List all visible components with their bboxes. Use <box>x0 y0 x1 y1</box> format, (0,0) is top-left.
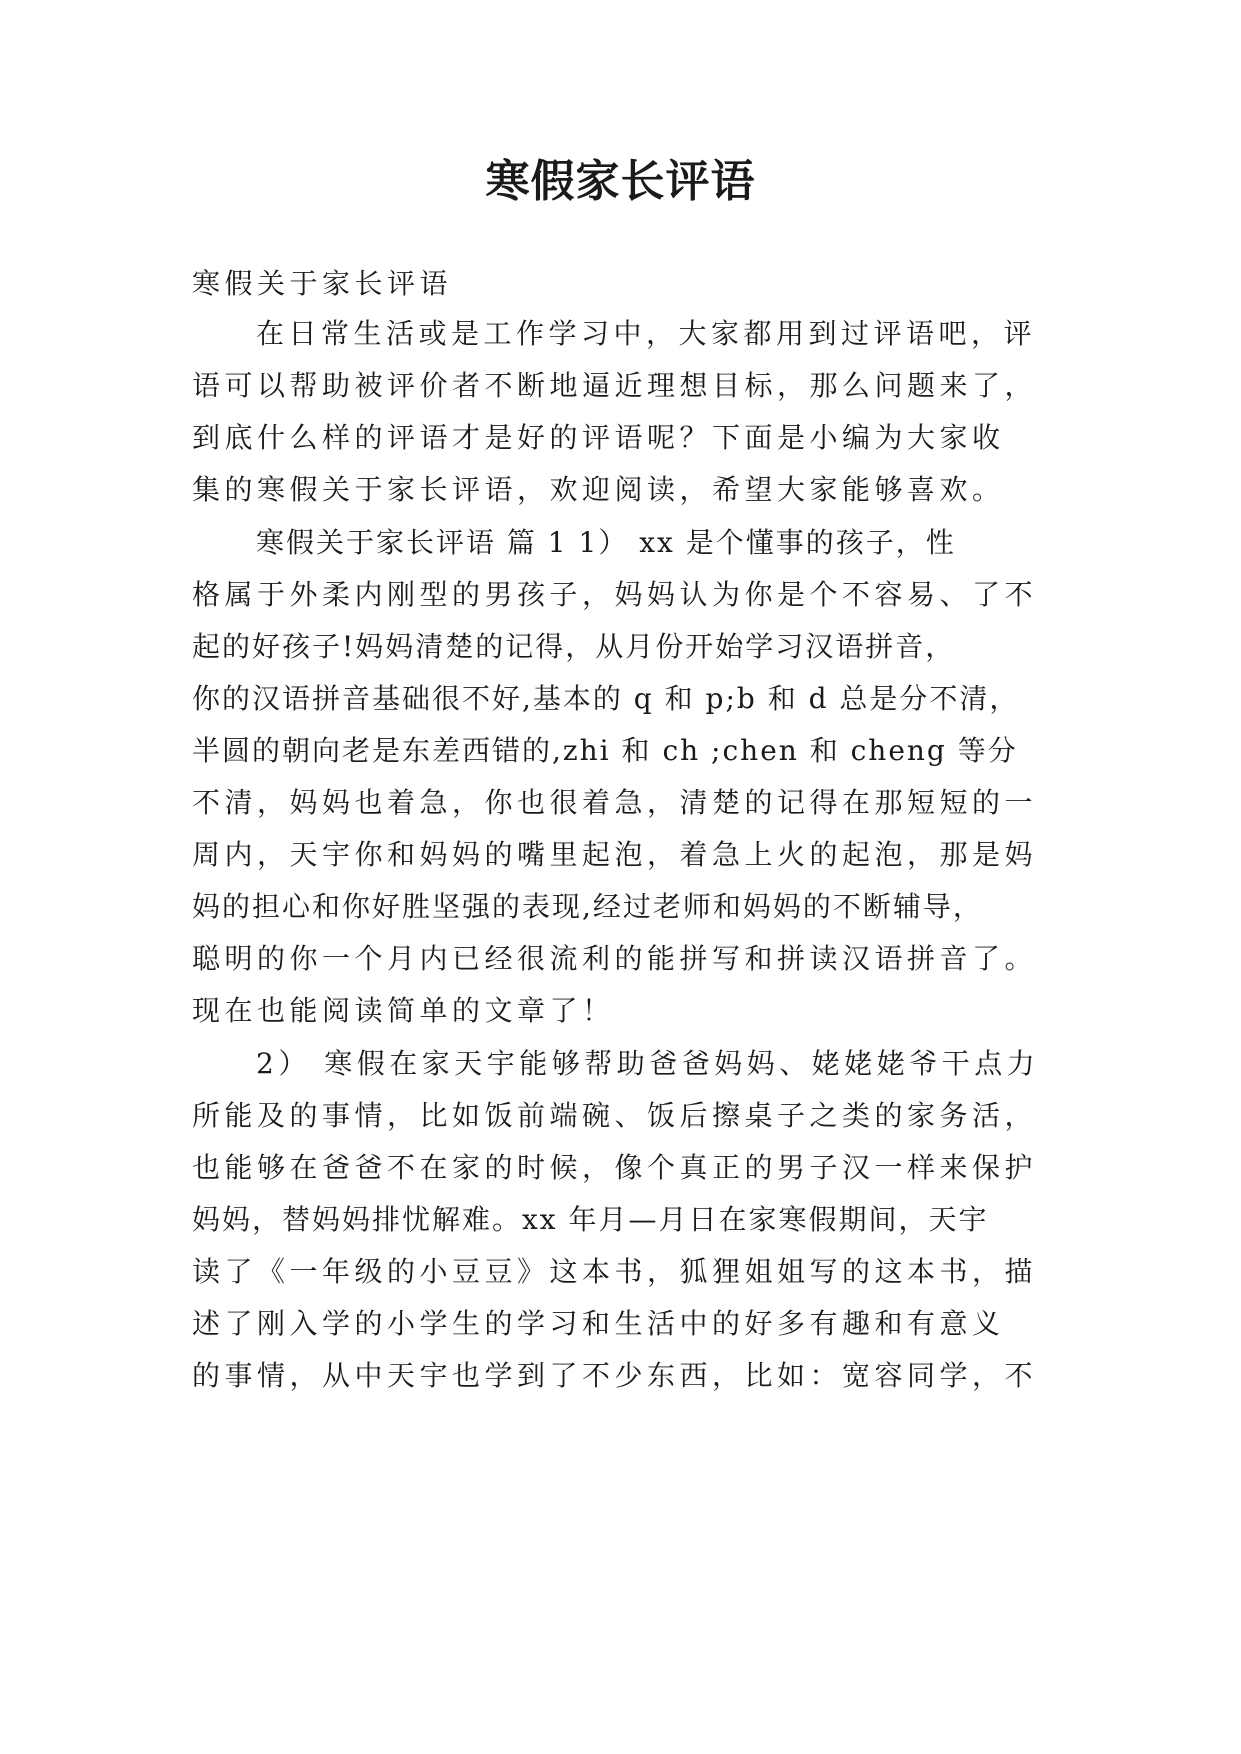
paragraph-line: 寒假关于家长评语 篇 1 1） xx 是个懂事的孩子，性 <box>256 526 956 559</box>
paragraph-line: 格属于外柔内刚型的男孩子，妈妈认为你是个不容易、了不 <box>192 578 1038 611</box>
paragraph-line: 妈妈，替妈妈排忧解难。xx 年月—月日在家寒假期间，天宇 <box>192 1203 989 1236</box>
paragraph-line: 2） 寒假在家天宇能够帮助爸爸妈妈、姥姥姥爷干点力 <box>256 1047 1040 1080</box>
paragraph-line: 你的汉语拼音基础很不好,基本的 q 和 p;b 和 d 总是分不清， <box>192 682 1020 715</box>
paragraph-line: 集的寒假关于家长评语，欢迎阅读，希望大家能够喜欢。 <box>192 473 1005 506</box>
paragraph-line: 语可以帮助被评价者不断地逼近理想目标，那么问题来了， <box>192 369 1038 402</box>
paragraph-line: 聪明的你一个月内已经很流利的能拼写和拼读汉语拼音了。 <box>192 942 1038 975</box>
paragraph-line: 所能及的事情，比如饭前端碗、饭后擦桌子之类的家务活， <box>192 1099 1038 1132</box>
paragraph-line: 到底什么样的评语才是好的评语呢？下面是小编为大家收 <box>192 421 1005 454</box>
document-title: 寒假家长评语 <box>485 156 756 207</box>
paragraph-line: 在日常生活或是工作学习中，大家都用到过评语吧，评 <box>256 317 1037 350</box>
paragraph-line: 不清，妈妈也着急，你也很着急，清楚的记得在那短短的一 <box>192 786 1038 819</box>
paragraph-line: 周内，天宇你和妈妈的嘴里起泡，着急上火的起泡，那是妈 <box>192 838 1038 871</box>
section-subtitle: 寒假关于家长评语 <box>192 267 453 300</box>
paragraph-line: 妈的担心和你好胜坚强的表现,经过老师和妈妈的不断辅导， <box>192 890 983 923</box>
paragraph-line: 读了《一年级的小豆豆》这本书，狐狸姐姐写的这本书，描 <box>192 1255 1038 1288</box>
paragraph-line: 的事情，从中天宇也学到了不少东西，比如：宽容同学，不 <box>192 1359 1038 1392</box>
paragraph-line: 现在也能阅读简单的文章了！ <box>192 994 615 1027</box>
paragraph-line: 也能够在爸爸不在家的时候，像个真正的男子汉一样来保护 <box>192 1151 1038 1184</box>
paragraph-line: 起的好孩子!妈妈清楚的记得，从月份开始学习汉语拼音， <box>192 630 956 663</box>
paragraph-line: 述了刚入学的小学生的学习和生活中的好多有趣和有意义 <box>192 1307 1005 1340</box>
paragraph-line: 半圆的朝向老是东差西错的,zhi 和 ch ;chen 和 cheng 等分 <box>192 734 1018 767</box>
